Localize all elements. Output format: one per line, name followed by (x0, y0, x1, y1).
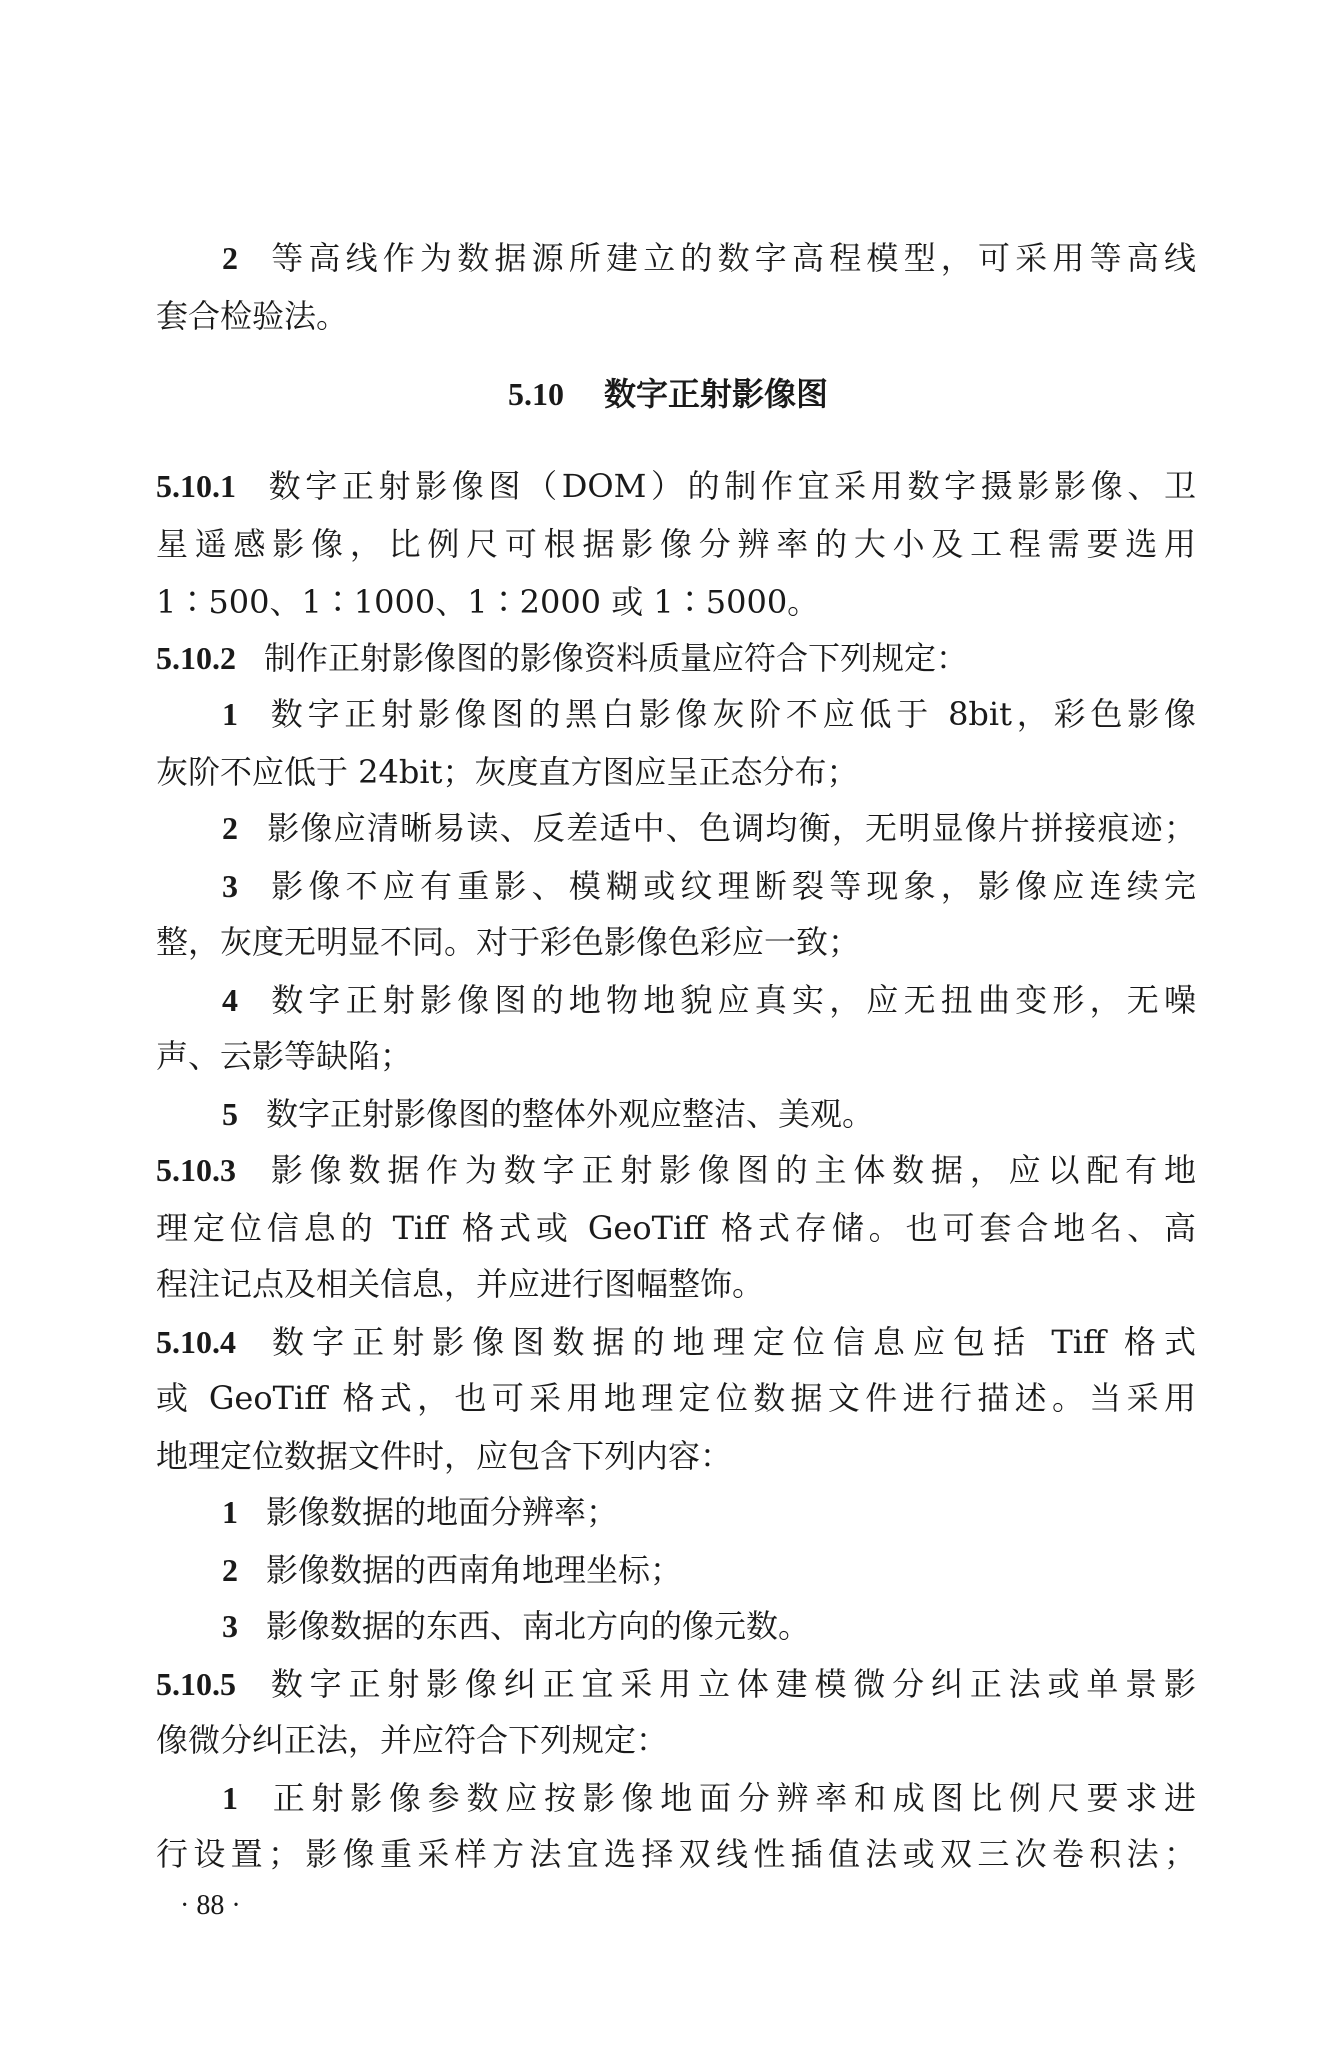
clause-number: 5.10.4 (156, 1324, 236, 1360)
clause-text: 制作正射影像图的影像资料质量应符合下列规定： (264, 639, 969, 677)
item-number: 1 (222, 696, 238, 732)
clause-5-10-2-item-4-line-2: 声、云影等缺陷； (156, 1037, 413, 1075)
item-number: 2 (222, 1552, 238, 1588)
item-text: 数字正射影像图的地物地貌应真实，应无扭曲变形，无噪 (266, 981, 1196, 1019)
clause-5-10-2-line-1 (156, 638, 1196, 678)
clause-number: 5.10.1 (156, 468, 236, 504)
item-text: 影像数据的东西、南北方向的像元数。 (266, 1607, 811, 1645)
page-number: · 88 · (180, 1890, 241, 1921)
clause-5-10-3-line-1 (156, 1150, 1196, 1190)
clause-text: 数字正射影像纠正宜采用立体建模微分纠正法或单景影 (264, 1665, 1196, 1703)
clause-5-10-4-item-2 (222, 1550, 1196, 1590)
section-title: 数字正射影像图 (603, 375, 828, 413)
item-number: 1 (222, 1494, 238, 1530)
clause-5-10-1-line-2: 星遥感影像，比例尺可根据影像分辨率的大小及工程需要选用 (156, 525, 1196, 563)
item-number: 4 (222, 982, 238, 1018)
item-number: 3 (222, 868, 238, 904)
item-text: 数字正射影像图的黑白影像灰阶不应低于 8bit，彩色影像 (266, 695, 1196, 733)
clause-5-10-1-line-3: 1∶500、1∶1000、1∶2000 或 1∶5000。 (156, 583, 820, 621)
clause-5-10-3-line-2: 理定位信息的 Tiff 格式或 GeoTiff 格式存储。也可套合地名、高 (156, 1209, 1196, 1247)
item-text: 数字正射影像图的整体外观应整洁、美观。 (266, 1095, 875, 1133)
item-number: 5 (222, 1096, 238, 1132)
clause-5-10-4-line-1 (156, 1322, 1196, 1362)
clause-5-10-2-item-3-line-1 (222, 866, 1196, 906)
item-text: 正射影像参数应按影像地面分辨率和成图比例尺要求进 (266, 1779, 1196, 1817)
clause-5-10-2-item-4-line-1 (222, 980, 1196, 1020)
clause-number: 5.10.2 (156, 640, 236, 676)
clause-5-10-5-item-1-line-1 (222, 1778, 1196, 1818)
clause-number: 5.10.5 (156, 1666, 236, 1702)
item-number: 3 (222, 1608, 238, 1644)
clause-5-10-2-item-1-line-2: 灰阶不应低于 24bit；灰度直方图应呈正态分布； (156, 753, 859, 791)
section-number: 5.10 (507, 376, 564, 412)
clause-text: 影像数据作为数字正射影像图的主体数据，应以配有地 (264, 1151, 1196, 1189)
clause-text: 数字正射影像图（DOM）的制作宜采用数字摄影影像、卫 (264, 467, 1196, 505)
intro-item-line-2: 套合检验法。 (156, 297, 349, 335)
clause-5-10-1-line-1 (156, 466, 1196, 506)
clause-5-10-5-item-1-line-2: 行设置；影像重采样方法宜选择双线性插值法或双三次卷积法； (156, 1835, 1196, 1873)
clause-text: 数字正射影像图数据的地理定位信息应包括 Tiff 格式 (264, 1323, 1196, 1361)
clause-number: 5.10.3 (156, 1152, 236, 1188)
clause-5-10-2-item-2-line-1 (222, 808, 1196, 848)
item-number: 2 (222, 810, 238, 846)
clause-5-10-5-line-1 (156, 1664, 1196, 1704)
clause-5-10-4-item-1 (222, 1492, 1196, 1532)
item-number: 1 (222, 1780, 238, 1816)
clause-5-10-4-item-3 (222, 1606, 1196, 1646)
clause-5-10-3-line-3: 程注记点及相关信息，并应进行图幅整饰。 (156, 1265, 765, 1303)
clause-5-10-2-item-1-line-1 (222, 694, 1196, 734)
clause-5-10-4-line-2: 或 GeoTiff 格式，也可采用地理定位数据文件进行描述。当采用 (156, 1379, 1196, 1417)
item-text: 影像数据的地面分辨率； (266, 1493, 619, 1531)
item-text: 影像应清晰易读、反差适中、色调均衡，无明显像片拼接痕迹； (266, 809, 1196, 847)
clause-5-10-2-item-3-line-2: 整，灰度无明显不同。对于彩色影像色彩应一致； (156, 923, 861, 961)
clause-5-10-4-line-3: 地理定位数据文件时，应包含下列内容： (156, 1437, 733, 1475)
item-text: 等高线作为数据源所建立的数字高程模型，可采用等高线 (266, 239, 1196, 277)
item-text: 影像不应有重影、模糊或纹理断裂等现象，影像应连续完 (266, 867, 1196, 905)
clause-5-10-2-item-5-line-1 (222, 1094, 1196, 1134)
section-heading (0, 374, 1336, 414)
clause-5-10-5-line-2: 像微分纠正法，并应符合下列规定： (156, 1721, 669, 1759)
item-number: 2 (222, 240, 238, 276)
intro-item-line-1 (222, 238, 1196, 278)
item-text: 影像数据的西南角地理坐标； (266, 1551, 683, 1589)
